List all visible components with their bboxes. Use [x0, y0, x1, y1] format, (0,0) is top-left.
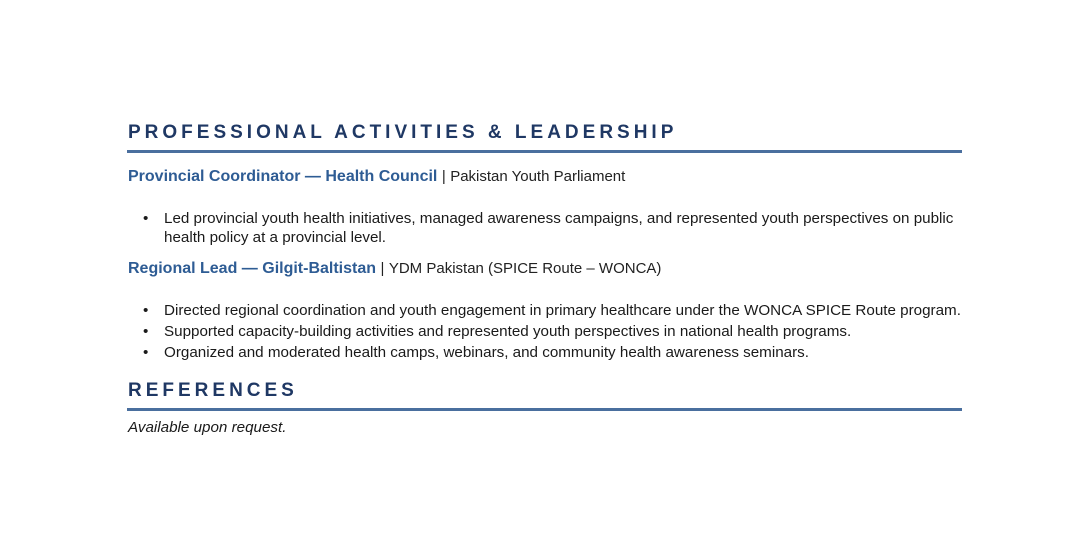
references-section — [127, 380, 962, 436]
organization-name: Pakistan Youth Parliament — [450, 168, 626, 185]
bullet-item — [127, 322, 962, 341]
entry-title — [128, 259, 962, 279]
bullet-text: Directed regional coordination and youth engagement in primary healthcare under the WONCA SPICE Route program. — [164, 302, 961, 319]
bullet-list — [127, 209, 962, 247]
bullet-dot-icon: • — [143, 344, 149, 361]
role-title: Regional Lead — Gilgit-Baltistan — [128, 260, 377, 277]
activity-entry — [127, 167, 962, 247]
bullet-text: Organized and moderated health camps, webinars, and community health awareness seminars. — [164, 344, 809, 361]
role-title: Provincial Coordinator — Health Council — [128, 168, 438, 185]
bullet-text: Supported capacity-building activities and represented youth perspectives in national health programs. — [164, 323, 852, 340]
bullet-dot-icon: • — [143, 302, 149, 319]
title-separator: | — [380, 260, 385, 277]
references-note: Available upon request. — [128, 419, 287, 436]
activity-entry — [127, 259, 962, 362]
bullet-text: Led provincial youth health initiatives, managed awareness campaigns, and represented youth perspectives on public health policy at a provincial level. — [164, 210, 954, 246]
section-heading-references: REFERENCES — [127, 380, 962, 411]
bullet-dot-icon: • — [143, 210, 149, 227]
professional-activities-section — [127, 122, 962, 362]
section-heading-activities: PROFESSIONAL ACTIVITIES & LEADERSHIP — [127, 122, 962, 153]
entry-title — [128, 167, 962, 187]
bullet-list — [127, 301, 962, 362]
bullet-dot-icon: • — [143, 323, 149, 340]
bullet-item — [127, 301, 962, 320]
title-separator: | — [441, 168, 446, 185]
organization-name: YDM Pakistan (SPICE Route – WONCA) — [388, 260, 662, 277]
resume-page — [127, 122, 962, 436]
bullet-item — [127, 343, 962, 362]
bullet-item — [127, 209, 962, 247]
